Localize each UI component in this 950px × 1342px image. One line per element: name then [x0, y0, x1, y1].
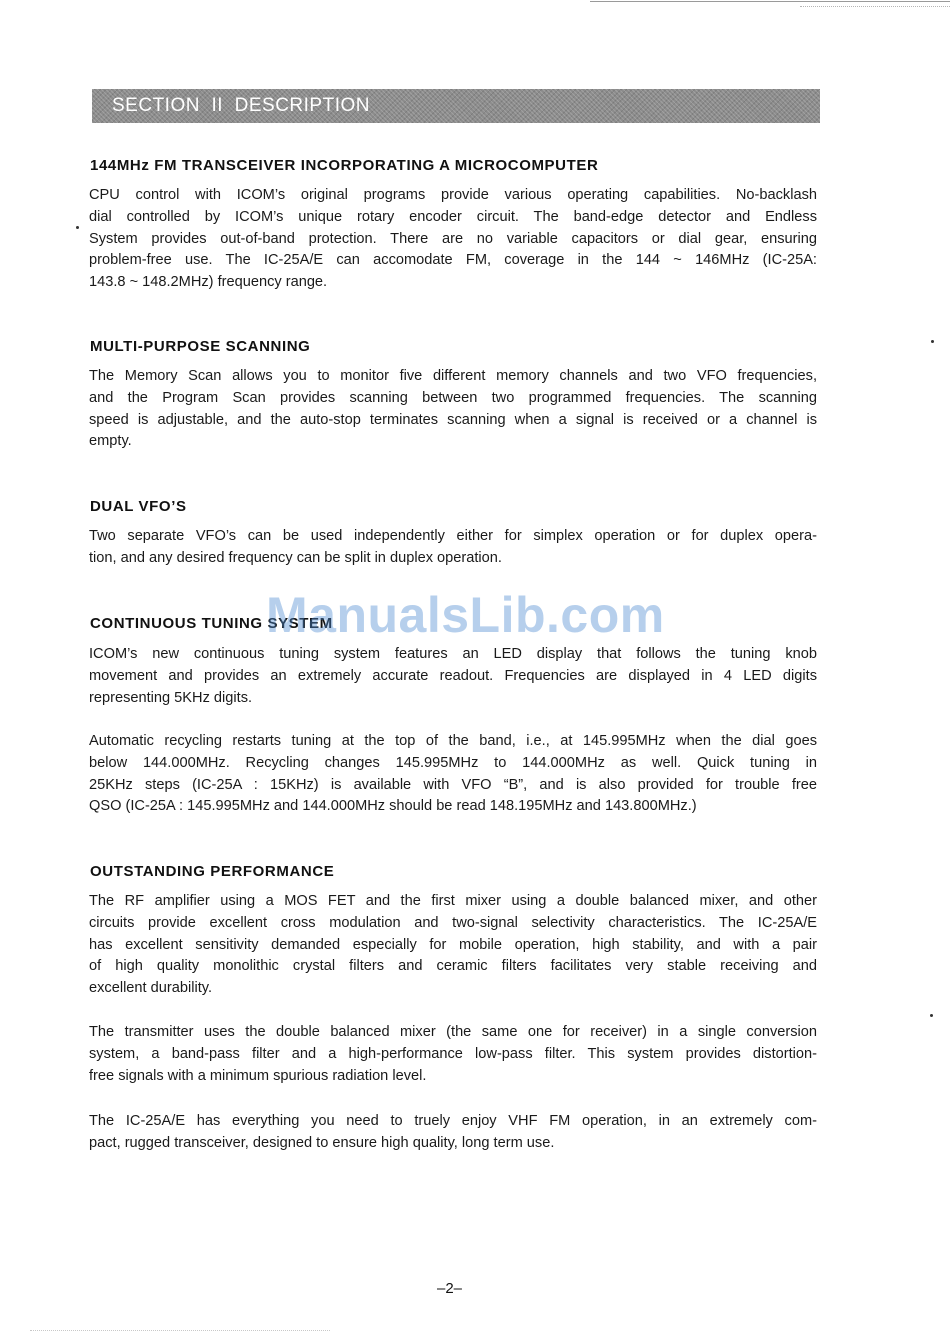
- margin-mark: [930, 1014, 933, 1017]
- paragraph-scanning: [89, 366, 817, 453]
- margin-mark: [76, 226, 79, 229]
- text-line: movement and provides an extremely accurate readout. Frequencies are displayed in 4 LED digits: [89, 667, 817, 684]
- page-number: –2–: [437, 1280, 463, 1297]
- heading-dual-vfo: DUAL VFO’S: [90, 498, 187, 515]
- bottom-edge-dots: [30, 1330, 330, 1331]
- heading-microcomputer: 144MHz FM TRANSCEIVER INCORPORATING A MICROCOMPUTER: [90, 157, 599, 174]
- top-edge-rule: [590, 1, 950, 2]
- text-line: speed is adjustable, and the auto-stop terminates scanning when a signal is received or a channel is: [89, 411, 817, 428]
- text-line: excellent durability.: [89, 980, 213, 997]
- text-line: The IC-25A/E has everything you need to truely enjoy VHF FM operation, in an extremely com-: [89, 1113, 817, 1129]
- paragraph-performance-3: [89, 1111, 817, 1155]
- text-line: Automatic recycling restarts tuning at the top of the band, i.e., at 145.995MHz when the dial goes: [89, 733, 817, 749]
- text-line: The RF amplifier using a MOS FET and the first mixer using a double balanced mixer, and other: [89, 893, 817, 909]
- text-line: free signals with a minimum spurious radiation level.: [89, 1067, 427, 1084]
- text-line: empty.: [89, 433, 132, 450]
- paragraph-performance-1: [89, 891, 817, 1000]
- paragraph-microcomputer: [89, 185, 817, 294]
- paragraph-continuous-tuning-1: [89, 644, 817, 709]
- text-line: 25KHz steps (IC-25A : 15KHz) is available with VFO “B”, and is also provided for trouble free: [89, 776, 817, 793]
- text-line: System provides out-of-band protection. There are no variable capacitors or dial gear, ensuring: [89, 230, 817, 247]
- section-title: SECTION II DESCRIPTION: [112, 95, 370, 116]
- text-line: below 144.000MHz. Recycling changes 145.995MHz to 144.000MHz as well. Quick tuning in: [89, 754, 817, 771]
- paragraph-dual-vfo: [89, 526, 817, 570]
- section-banner: [92, 89, 820, 123]
- text-line: tion, and any desired frequency can be split in duplex operation.: [89, 549, 502, 566]
- margin-mark: [931, 340, 934, 343]
- text-line: 143.8 ~ 148.2MHz) frequency range.: [89, 274, 328, 291]
- top-edge-rule-faint: [800, 6, 950, 7]
- heading-scanning: MULTI-PURPOSE SCANNING: [90, 338, 311, 355]
- text-line: problem-free use. The IC-25A/E can accomodate FM, coverage in the 144 ~ 146MHz (IC-25A:: [89, 252, 817, 269]
- text-line: and the Program Scan provides scanning between two programmed frequencies. The scanning: [89, 389, 817, 406]
- text-line: Two separate VFO’s can be used independently either for simplex operation or for duplex opera-: [89, 528, 817, 544]
- text-line: has excellent sensitivity demanded especially for mobile operation, high stability, and with a pair: [89, 936, 817, 953]
- text-line: CPU control with ICOM’s original programs provide various operating capabilities. No-backlash: [89, 187, 817, 203]
- heading-continuous-tuning: CONTINUOUS TUNING SYSTEM: [90, 615, 333, 632]
- text-line: ICOM’s new continuous tuning system features an LED display that follows the tuning knob: [89, 646, 817, 662]
- text-line: The transmitter uses the double balanced mixer (the same one for receiver) in a single conversion: [89, 1024, 817, 1040]
- text-line: of high quality monolithic crystal filters and ceramic filters facilitates very stable receiving and: [89, 958, 817, 975]
- paragraph-performance-2: [89, 1022, 817, 1087]
- watermark: ManualsLib.com: [266, 587, 665, 643]
- text-line: The Memory Scan allows you to monitor five different memory channels and two VFO frequencies,: [89, 368, 817, 384]
- text-line: system, a band-pass filter and a high-performance low-pass filter. This system provides distortion-: [89, 1045, 817, 1062]
- text-line: circuits provide excellent cross modulation and two-signal selectivity characteristics. The IC-25A/E: [89, 914, 817, 931]
- text-line: QSO (IC-25A : 145.995MHz and 144.000MHz should be read 148.195MHz and 143.800MHz.): [89, 798, 697, 815]
- heading-performance: OUTSTANDING PERFORMANCE: [90, 863, 335, 880]
- text-line: dial controlled by ICOM’s unique rotary encoder circuit. The band-edge detector and Endless: [89, 208, 817, 225]
- text-line: representing 5KHz digits.: [89, 689, 253, 706]
- text-line: pact, rugged transceiver, designed to ensure high quality, long term use.: [89, 1134, 555, 1151]
- paragraph-continuous-tuning-2: [89, 731, 817, 818]
